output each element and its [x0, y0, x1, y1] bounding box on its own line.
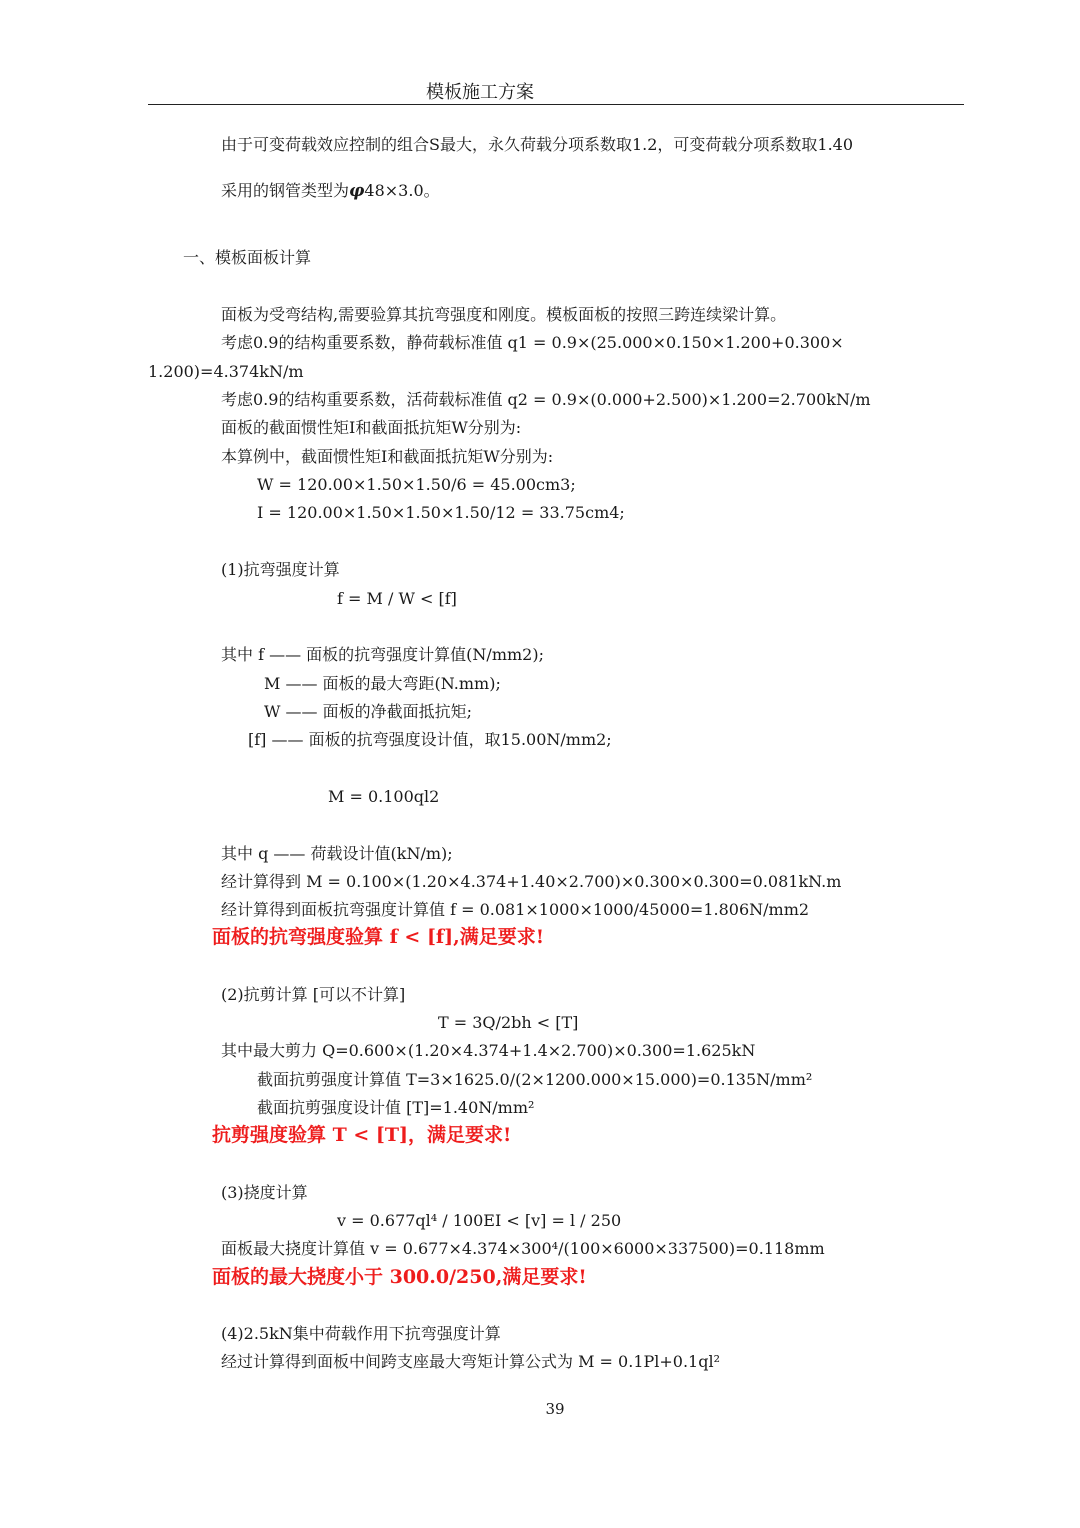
- subsection-heading: (4)2.5kN集中荷载作用下抗弯强度计算: [221, 1324, 501, 1343]
- text-line: 面板的截面惯性矩I和截面抵抗矩W分别为:: [221, 418, 522, 437]
- text-line: 其中 f —— 面板的抗弯强度计算值(N/mm2);: [221, 645, 544, 664]
- text-line: [f] —— 面板的抗弯强度设计值，取15.00N/mm2;: [248, 730, 612, 749]
- formula-line: W = 120.00×1.50×1.50/6 = 45.00cm3;: [257, 475, 576, 494]
- text-line: 本算例中，截面惯性矩I和截面抵抗矩W分别为:: [221, 447, 554, 466]
- text-line: 采用的钢管类型为φ48×3.0。: [221, 181, 440, 201]
- text-line: 经计算得到 M = 0.100×(1.20×4.374+1.40×2.700)×0.300×0.300=0.081kN.m: [221, 872, 842, 891]
- text-line: W —— 面板的净截面抵抗矩;: [264, 702, 473, 721]
- text-line: 经计算得到面板抗弯强度计算值 f = 0.081×1000×1000/45000=1.806N/mm2: [221, 900, 810, 919]
- subsection-heading: (2)抗剪计算 [可以不计算]: [221, 985, 406, 1004]
- header-rule: [148, 74, 964, 105]
- page-number: 39: [545, 1400, 565, 1418]
- text-line: 截面抗剪强度设计值 [T]=1.40N/mm²: [257, 1098, 535, 1117]
- section-heading: 一、模板面板计算: [183, 248, 312, 267]
- phi-symbol: φ: [349, 181, 365, 201]
- text-line: 由于可变荷载效应控制的组合S最大，永久荷载分项系数取1.2，可变荷载分项系数取1.40: [221, 135, 854, 154]
- verification-result: 抗剪强度验算 T < [T]，满足要求!: [212, 1124, 512, 1146]
- text-line: 考虑0.9的结构重要系数，活荷载标准值 q2 = 0.9×(0.000+2.500)×1.200=2.700kN/m: [221, 390, 871, 409]
- verification-result: 面板的最大挠度小于 300.0/250,满足要求!: [212, 1266, 587, 1288]
- formula-line: I = 120.00×1.50×1.50×1.50/12 = 33.75cm4;: [257, 503, 625, 522]
- page-header-title: 模板施工方案: [426, 82, 534, 103]
- text-line: 面板为受弯结构,需要验算其抗弯强度和刚度。模板面板的按照三跨连续梁计算。: [221, 305, 787, 324]
- text-line: 考虑0.9的结构重要系数，静荷载标准值 q1 = 0.9×(25.000×0.150×1.200+0.300×: [221, 333, 844, 352]
- text-line: 经过计算得到面板中间跨支座最大弯矩计算公式为 M = 0.1Pl+0.1ql²: [221, 1352, 721, 1371]
- formula-line: M = 0.100ql2: [328, 787, 440, 806]
- subsection-heading: (3)挠度计算: [221, 1183, 308, 1202]
- text-line: 其中最大剪力 Q=0.600×(1.20×4.374+1.4×2.700)×0.300=1.625kN: [221, 1041, 756, 1060]
- text-line: M —— 面板的最大弯距(N.mm);: [264, 674, 501, 693]
- verification-result: 面板的抗弯强度验算 f < [f],满足要求!: [212, 926, 545, 948]
- text-line: 其中 q —— 荷载设计值(kN/m);: [221, 844, 453, 863]
- formula-line: v = 0.677ql⁴ / 100EI < [v] = l / 250: [337, 1211, 622, 1230]
- text-line: 截面抗剪强度计算值 T=3×1625.0/(2×1200.000×15.000)=0.135N/mm²: [257, 1070, 813, 1089]
- subsection-heading: (1)抗弯强度计算: [221, 560, 340, 579]
- text-line: 面板最大挠度计算值 v = 0.677×4.374×300⁴/(100×6000×337500)=0.118mm: [221, 1239, 825, 1258]
- formula-line: T = 3Q/2bh < [T]: [438, 1013, 579, 1032]
- formula-line: f = M / W < [f]: [337, 589, 457, 608]
- text-line: 1.200)=4.374kN/m: [148, 362, 304, 381]
